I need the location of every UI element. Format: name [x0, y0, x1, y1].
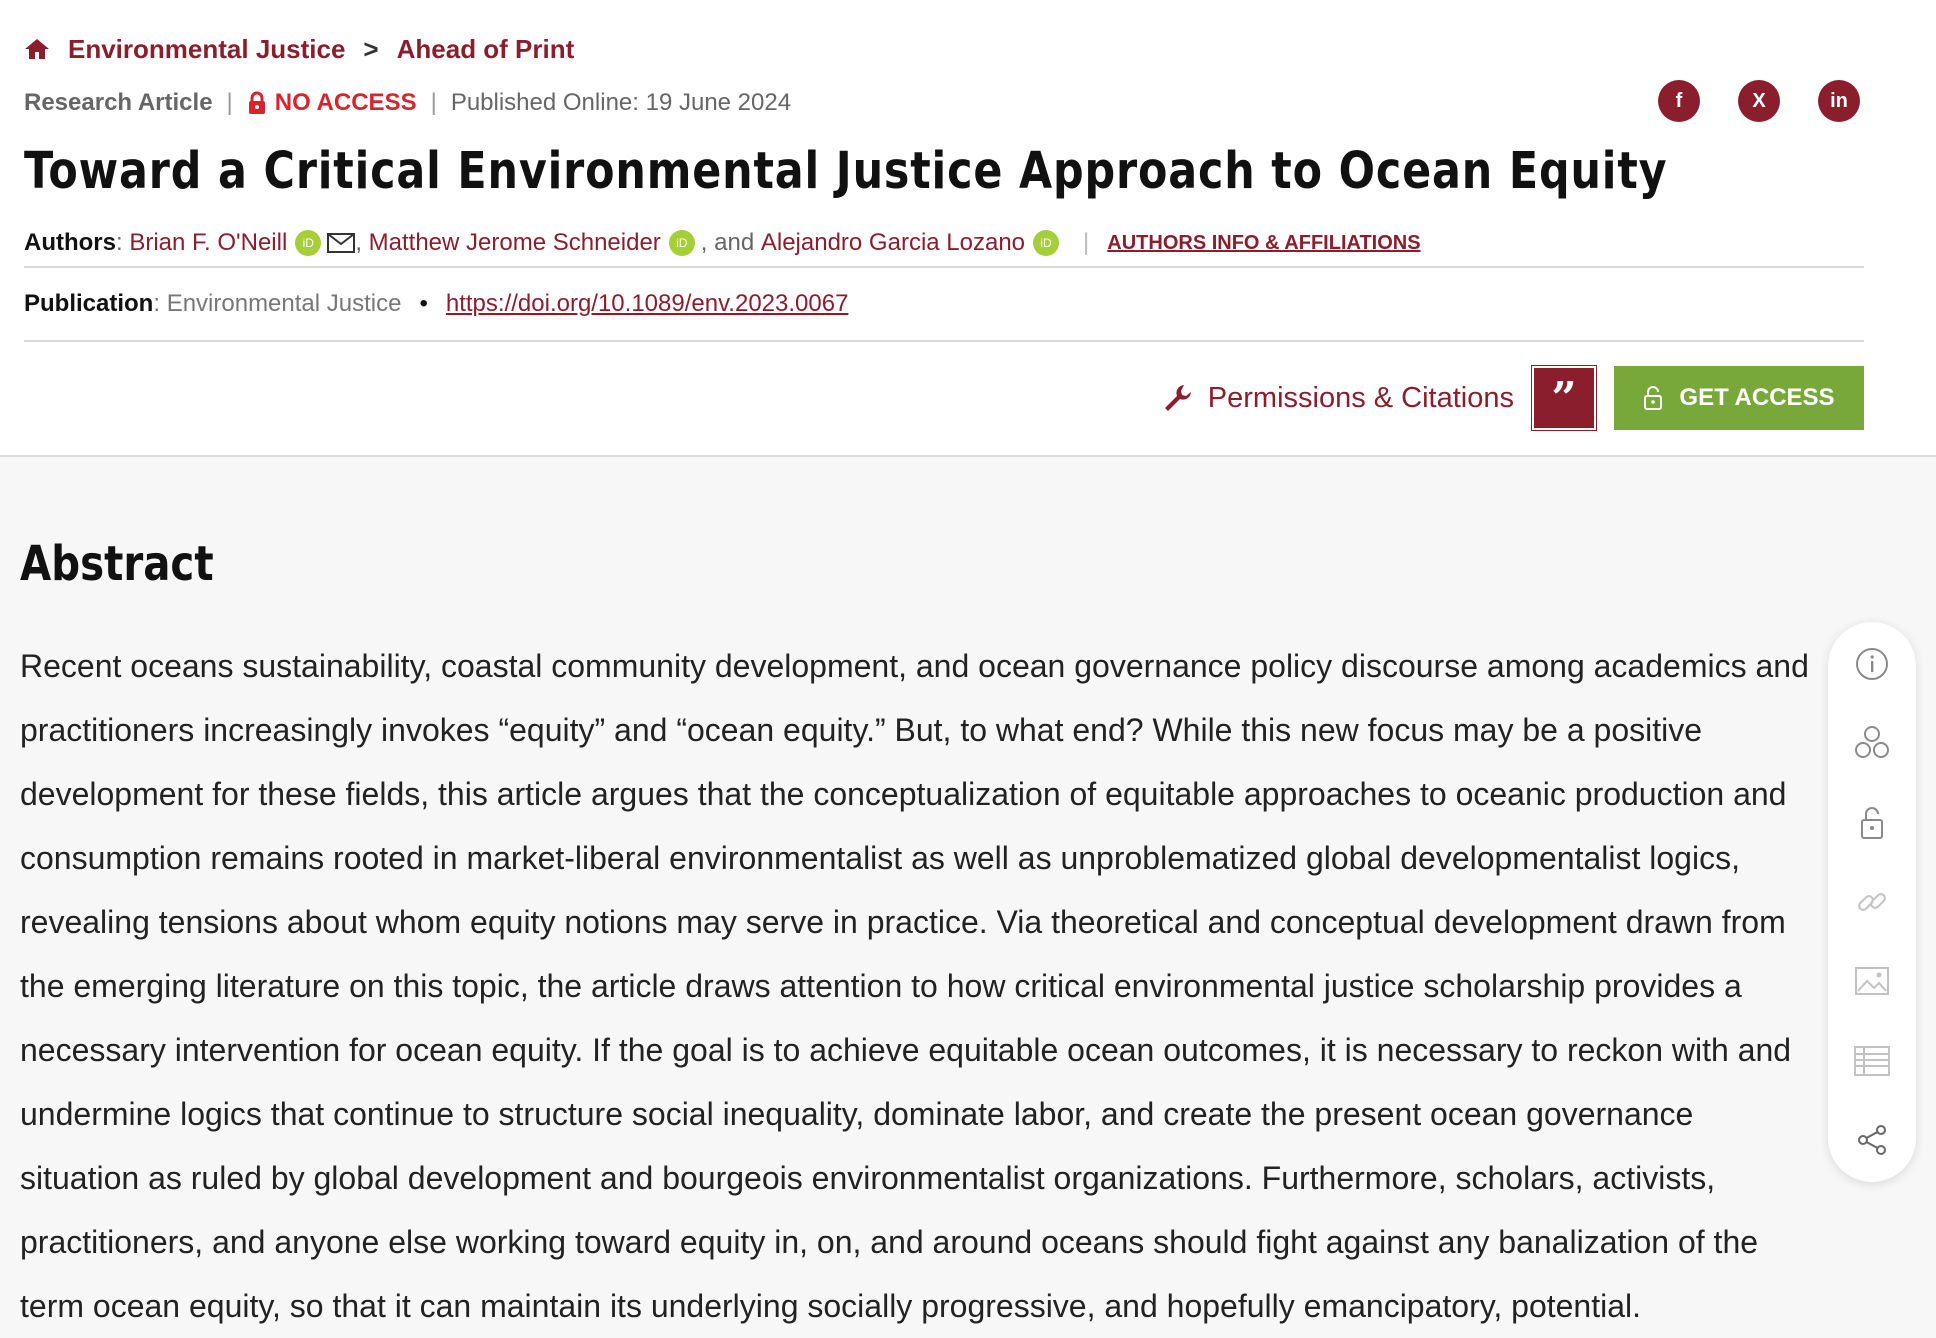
- published-date: Published Online: 19 June 2024: [450, 89, 792, 116]
- divider: |: [1083, 229, 1090, 256]
- orcid-icon[interactable]: iD: [1033, 230, 1059, 256]
- get-access-label: GET ACCESS: [1679, 384, 1835, 411]
- cite-button[interactable]: ”: [1532, 366, 1596, 430]
- author-link[interactable]: Matthew Jerome Schneider: [368, 229, 661, 256]
- divider: |: [226, 89, 233, 116]
- breadcrumb-separator: >: [363, 33, 379, 64]
- permissions-button[interactable]: [1162, 382, 1514, 415]
- bullet: •: [419, 290, 428, 317]
- orcid-icon[interactable]: iD: [295, 230, 321, 256]
- article-meta: [24, 86, 791, 120]
- abstract-text: Recent oceans sustainability, coastal community development, and ocean governance policy discourse among academics and practitioners increasingly invokes “equity” and “ocean equity.” But, to what end? While this new focus may be a positive development for these fields, this article argues that the conceptualization of equitable approaches to oceanic production and consumption remains rooted in market-liberal environmentalist as well as unproblematized global developmentalist logics, revealing tensions about whom equity notions may serve in practice. Via theoretical and conceptual development drawn from the emerging literature on this topic, the article draws attention to how critical environmental justice scholarship provides a necessary intervention for ocean equity. If the goal is to achieve equitable ocean outcomes, it is necessary to reckon with and undermine logics that continue to structure social inequality, dominate labor, and create the present ocean governance situation as ruled by global development and bourgeois environmentalist organizations. Furthermore, scholars, activists, practitioners, and anyone else working toward equity in, on, and around oceans should fight against any banalization of the term ocean equity, so that it can maintain its underlying socially progressive, and hopefully emancipatory, potential.: [20, 648, 1809, 1324]
- get-access-button[interactable]: [1614, 366, 1864, 430]
- x-twitter-icon[interactable]: X: [1738, 80, 1780, 122]
- authors-line: Authors : Brian F. O'Neill iD , Matthew Jerome Schneider iD , and Alejandro Garcia Lozano iD | AUTHORS INFO & AFFILIATIONS: [24, 229, 1421, 256]
- article-type: Research Article: [24, 89, 213, 116]
- link-icon[interactable]: [1848, 878, 1896, 926]
- breadcrumb-journal-link[interactable]: Environmental Justice: [68, 33, 346, 64]
- divider: |: [430, 89, 437, 116]
- email-icon[interactable]: [327, 233, 355, 253]
- orcid-icon[interactable]: iD: [669, 230, 695, 256]
- doi-link[interactable]: https://doi.org/10.1089/env.2023.0067: [445, 290, 849, 317]
- info-icon[interactable]: [1848, 640, 1896, 688]
- article-actions: [1162, 366, 1864, 430]
- breadcrumb-section-link[interactable]: Ahead of Print: [396, 33, 575, 64]
- unlock-icon: [1643, 385, 1663, 411]
- facebook-icon[interactable]: f: [1658, 80, 1700, 122]
- author-link[interactable]: Brian F. O'Neill: [129, 229, 288, 256]
- access-status: [247, 89, 417, 117]
- linkedin-icon[interactable]: in: [1818, 80, 1860, 122]
- article-header: [0, 0, 1936, 457]
- divider-line: [24, 266, 1864, 268]
- publication-journal: Environmental Justice: [166, 290, 402, 317]
- page-title: Toward a Critical Environmental Justice Approach to Ocean Equity: [24, 142, 1668, 201]
- table-icon[interactable]: [1848, 1037, 1896, 1085]
- authors-affiliations-link[interactable]: AUTHORS INFO & AFFILIATIONS: [1107, 231, 1421, 254]
- network-icon[interactable]: [1848, 719, 1896, 767]
- authors-label: Authors: [24, 229, 116, 256]
- abstract-heading: Abstract: [20, 536, 214, 592]
- image-icon[interactable]: [1848, 957, 1896, 1005]
- access-status-label: NO ACCESS: [274, 89, 417, 116]
- unlock-icon[interactable]: [1848, 799, 1896, 847]
- wrench-icon: [1162, 382, 1194, 414]
- share-icon[interactable]: [1848, 1116, 1896, 1164]
- authors-and: and: [714, 229, 755, 256]
- permissions-label: Permissions & Citations: [1207, 381, 1514, 414]
- publication-label: Publication: [24, 290, 154, 317]
- lock-icon: [247, 91, 267, 115]
- breadcrumb: [24, 32, 574, 66]
- divider-line: [24, 340, 1864, 342]
- publication-line: Publication : Environmental Justice • https://doi.org/10.1089/env.2023.0067: [24, 290, 849, 317]
- author-link[interactable]: Alejandro Garcia Lozano: [760, 229, 1026, 256]
- home-icon[interactable]: [24, 37, 50, 61]
- social-share: [1658, 80, 1860, 122]
- article-tools-sidebar: [1828, 622, 1916, 1182]
